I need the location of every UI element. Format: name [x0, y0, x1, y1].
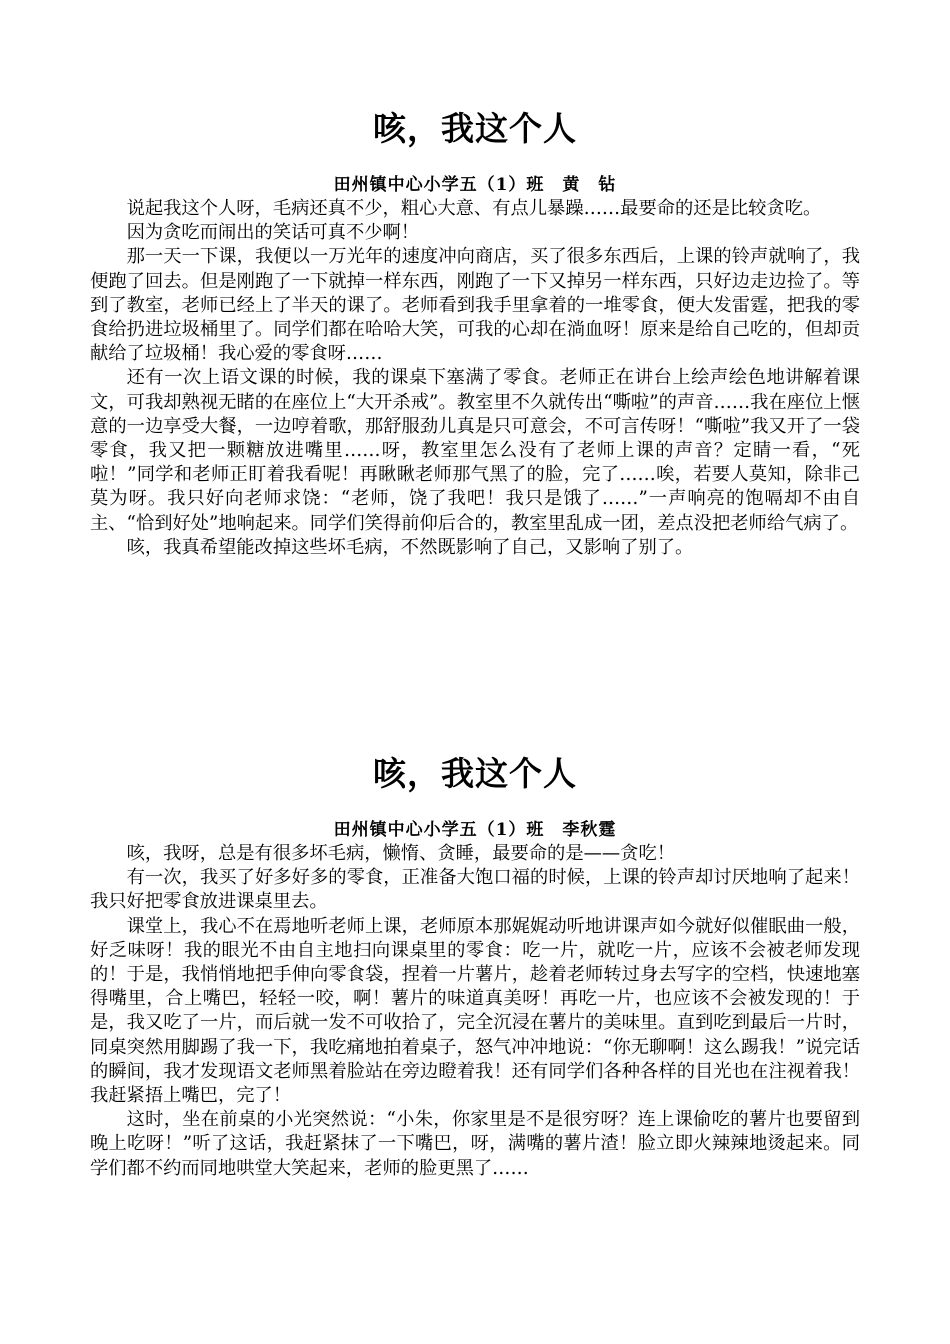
paragraph: 咳，我真希望能改掉这些坏毛病，不然既影响了自己，又影响了别了。	[126, 536, 694, 558]
paragraph: 因为贪吃而闹出的笑话可真不少啊！	[126, 222, 420, 244]
author-name: 李秋霆	[562, 820, 617, 840]
paragraph: 还有一次上语文课的时候，我的课桌下塞满了零食。老师正在讲台上绘声绘色地讲解着课文，可我却熟视无睹的在座位上“大开杀戒”。教室里不久就传出“嘶啦”的声音……我在座位上惬意的一边享受大餐，一边哼着歌，那舒服劲儿真是只可意会，不可言传呀！“嘶啦”我又开了一袋零食，我又把一颗糖放进嘴里……呀，教室里怎么没有了老师上课的声音？定睛一看，“死啦！”同学和老师正盯着我看呢！再瞅瞅老师那气黑了的脸，完了……唉，若要人莫知，除非己莫为呀。我只好向老师求饶：“老师，饶了我吧！我只是饿了……”一声响亮的饱嗝却不由自主、“恰到好处”地响起来。同学们笑得前仰后合的，教室里乱成一团，差点没把老师给气病了。	[90, 367, 860, 534]
paragraph: 咳，我呀，总是有很多坏毛病，懒惰、贪睡，最要命的是——贪吃！	[126, 843, 676, 864]
essay-title: 咳，我这个人	[373, 754, 577, 793]
paragraph: 说起我这个人呀，毛病还真不少，粗心大意、有点儿暴躁……最要命的还是比较贪吃。	[126, 198, 822, 219]
school-class: 田州镇中心小学五（1）班	[333, 820, 545, 840]
essay-1	[90, 105, 860, 560]
author-name: 黄 钻	[562, 175, 617, 195]
essay-byline	[90, 173, 860, 197]
paragraph: 有一次，我买了好多好多的零食，正准备大饱口福的时候，上课的铃声却讨厌地响了起来！我只好把零食放进课桌里去。	[90, 867, 860, 913]
essay-title: 咳，我这个人	[373, 109, 577, 148]
paragraph: 这时，坐在前桌的小光突然说：“小朱，你家里是不是很穷呀？连上课偷吃的薯片也要留到晚上吃呀！”听了这话，我赶紧抹了一下嘴巴，呀，满嘴的薯片渣！脸立即火辣辣地烫起来。同学们都不约而同地哄堂大笑起来，老师的脸更黑了……	[90, 1109, 860, 1179]
essay-byline	[90, 818, 860, 842]
essay-2	[90, 750, 860, 1181]
school-class: 田州镇中心小学五（1）班	[333, 175, 545, 195]
paragraph: 课堂上，我心不在焉地听老师上课，老师原本那娓娓动听地讲课声如今就好似催眠曲一般，好乏味呀！我的眼光不由自主地扫向课桌里的零食：吃一片，就吃一片，应该不会被老师发现的！于是，我悄悄地把手伸向零食袋，捏着一片薯片，趁着老师转过身去写字的空档，快速地塞得嘴里，合上嘴巴，轻轻一咬，啊！薯片的味道真美呀！再吃一片，也应该不会被发现的！于是，我又吃了一片，而后就一发不可收拾了，完全沉浸在薯片的美味里。直到吃到最后一片时，同桌突然用脚踢了我一下，我吃痛地拍着桌子，怒气冲冲地说：“你无聊啊！这么踢我！”说完话的瞬间，我才发现语文老师黑着脸站在旁边瞪着我！还有同学们各种各样的目光也在注视着我！我赶紧捂上嘴巴，完了！	[90, 915, 860, 1107]
paragraph: 那一天一下课，我便以一万光年的速度冲向商店，买了很多东西后，上课的铃声就响了，我便跑了回去。但是刚跑了一下就掉一样东西，刚跑了一下又掉另一样东西，只好边走边捡了。等到了教室，老师已经上了半天的课了。老师看到我手里拿着的一堆零食，便大发雷霆，把我的零食给扔进垃圾桶里了。同学们都在哈哈大笑，可我的心却在淌血呀！原来是给自己吃的，但却贡献给了垃圾桶！我心爱的零食呀……	[90, 246, 860, 365]
